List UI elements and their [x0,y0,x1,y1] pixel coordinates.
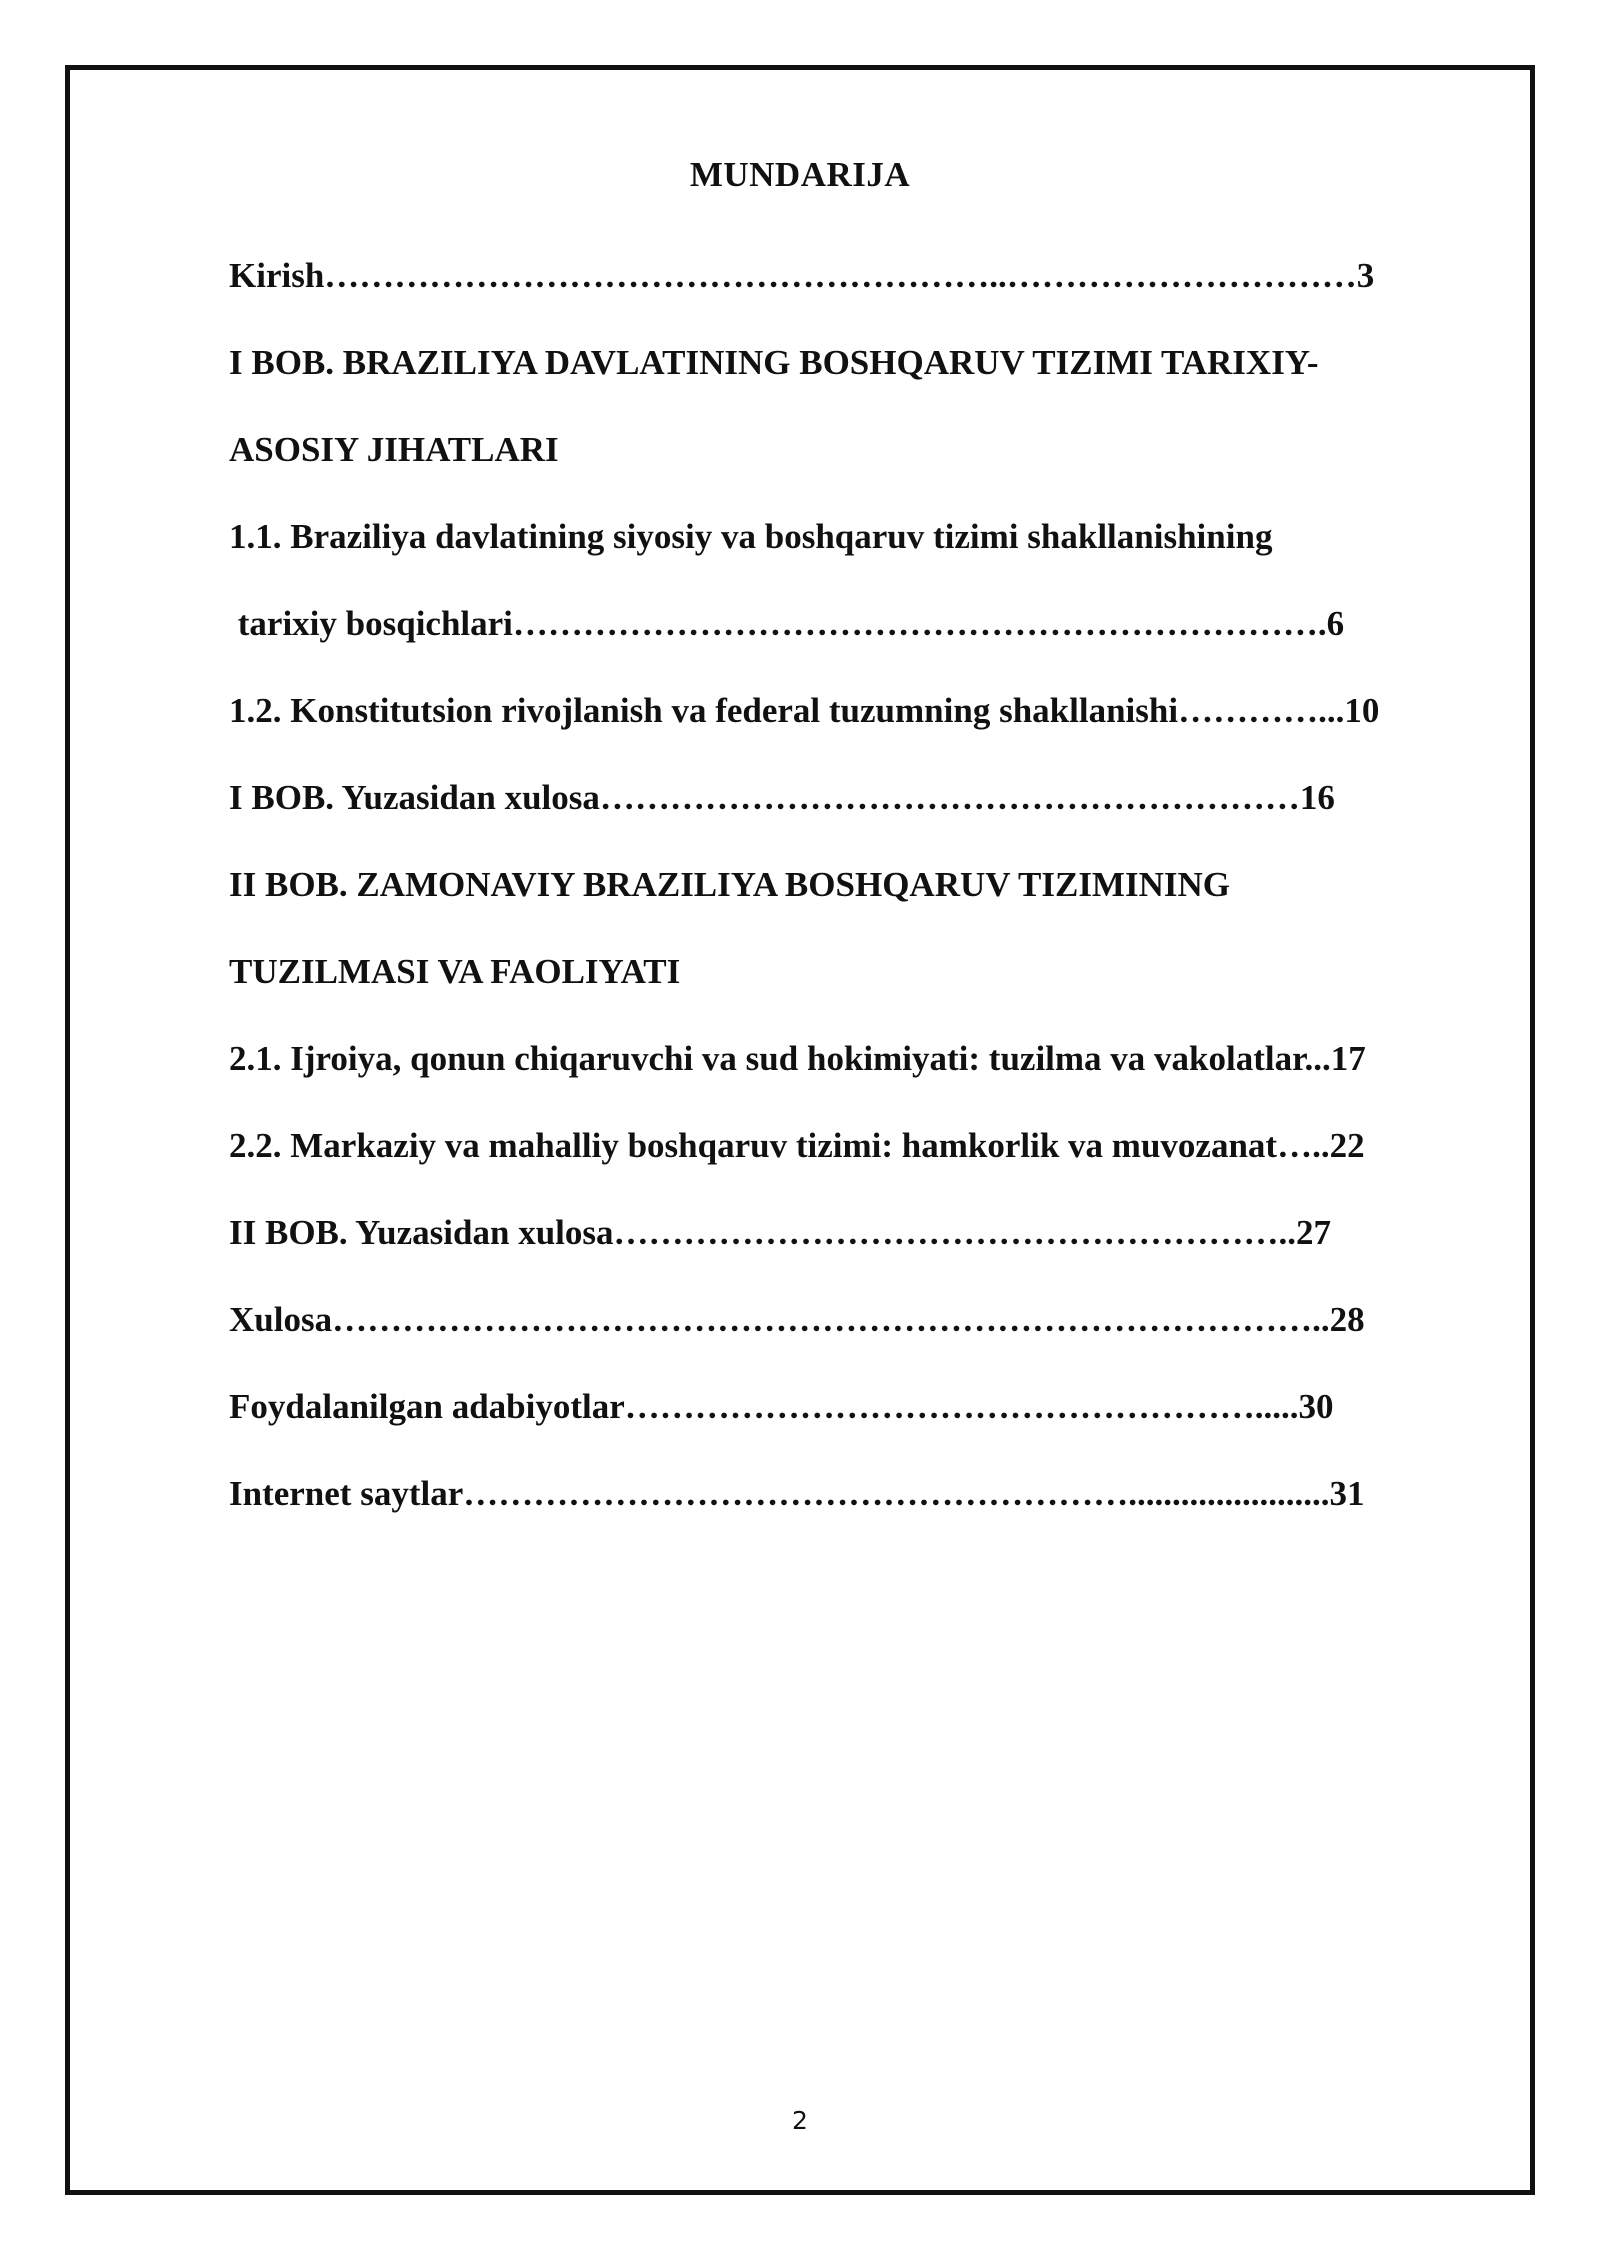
toc-section-1-1-line-1: 1.1. Braziliya davlatining siyosiy va boshqaruv tizimi shakllanishining [229,517,1273,556]
toc-chapter-2-conclusion: II BOB. Yuzasidan xulosa…………………………………………………..27 [229,1213,1332,1252]
toc-section-2-1: 2.1. Ijroiya, qonun chiqaruvchi va sud hokimiyati: tuzilma va vakolatlar...17 [229,1039,1366,1078]
page-number: 2 [792,2106,808,2135]
toc-entry-references: Foydalanilgan adabiyotlar……………………………………………….....30 [229,1387,1334,1426]
toc-chapter-1-conclusion: I BOB. Yuzasidan xulosa……………………………………………………16 [229,778,1335,817]
toc-entry-internet-sites: Internet saytlar………………………………………………….......................31 [229,1474,1365,1513]
toc-section-1-1-line-2: tarixiy bosqichlari…………………………………………………………….6 [229,604,1345,643]
toc-entry-kirish: Kirish…………………………………………………..…………………………3 [229,256,1375,295]
toc-section-1-2: 1.2. Konstitutsion rivojlanish va federal tuzumning shakllanishi…………...10 [229,691,1380,730]
toc-chapter-1-heading-line-1: I BOB. BRAZILIYA DAVLATINING BOSHQARUV TIZIMI TARIXIY- [229,343,1319,382]
toc-entry-xulosa: Xulosa…………………………………………………………………………..28 [229,1300,1365,1339]
toc-chapter-2-heading-line-1: II BOB. ZAMONAVIY BRAZILIYA BOSHQARUV TIZIMINING [229,865,1230,904]
toc-section-2-2: 2.2. Markaziy va mahalliy boshqaruv tizimi: hamkorlik va muvozanat…..22 [229,1126,1365,1165]
toc-chapter-1-heading-line-2: ASOSIY JIHATLARI [229,430,559,469]
toc-title: MUNDARIJA [689,155,911,194]
toc-chapter-2-heading-line-2: TUZILMASI VA FAOLIYATI [229,952,681,991]
